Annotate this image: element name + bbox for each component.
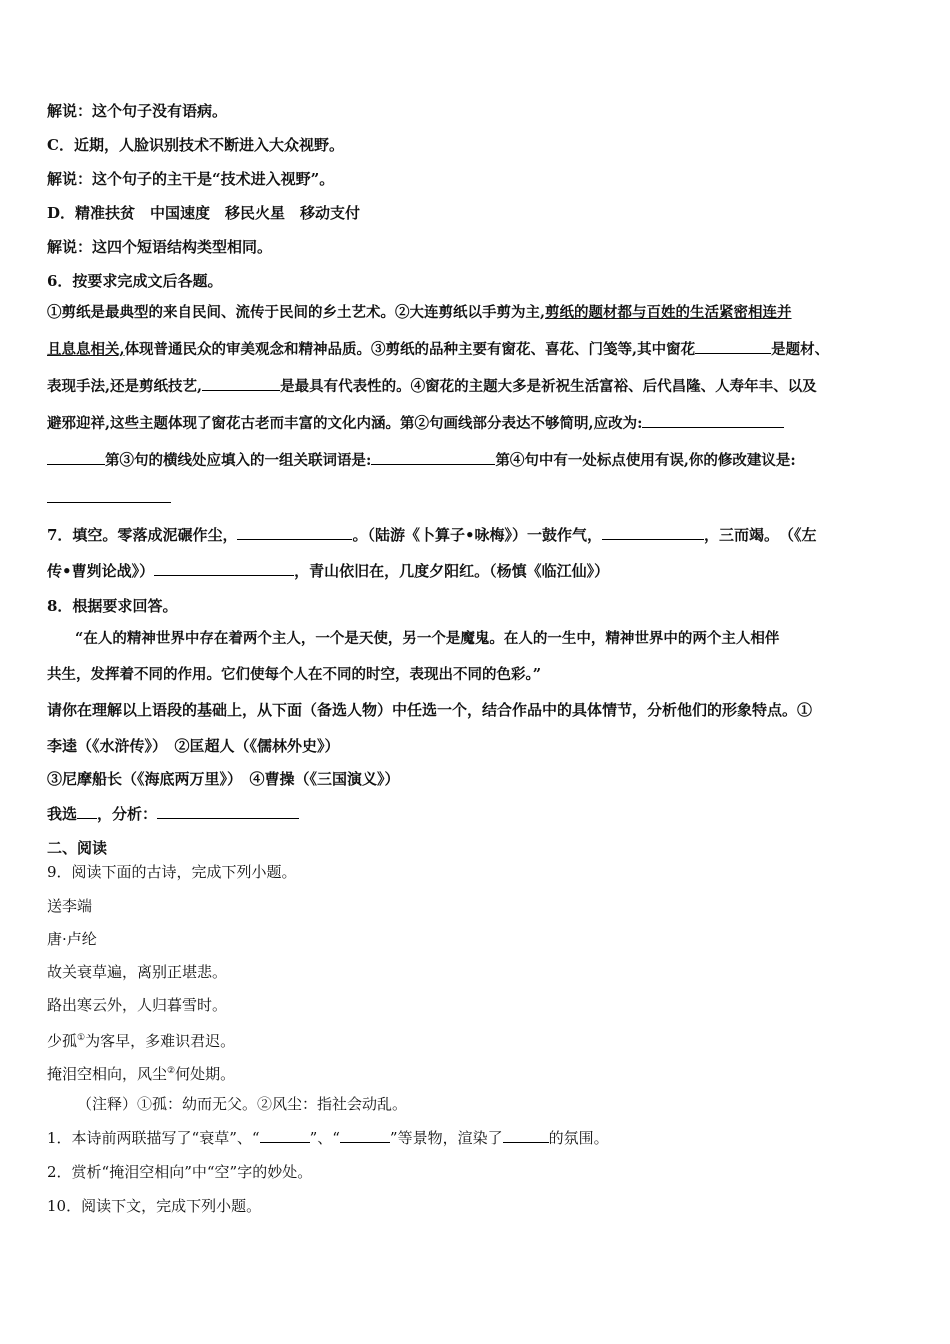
q6-sentence-text: 避邪迎祥,这些主题体现了窗花古老而丰富的文化内涵。第②句画线部分表达不够简明,应改为: (47, 415, 643, 432)
q8-task: 请你在理解以上语段的基础上，从下面（备选人物）中任选一个，结合作品中的具体情节，分析他们的形象特点。① (47, 701, 813, 719)
q7-text: 7．填空。零落成泥碾作尘， (47, 526, 238, 544)
q9-sub1-blank-3[interactable] (503, 1128, 549, 1143)
poem-verse-4 (47, 1060, 235, 1085)
q8-title: 8．根据要求回答。 (47, 597, 178, 615)
q6-passage-line-4 (47, 413, 784, 435)
q9-sub1-blank-2[interactable] (340, 1128, 390, 1143)
q9-sub1-blank-1[interactable] (260, 1128, 310, 1143)
q8-option-line-2: ③尼摩船长（《海底两万里》） ④曹操（《三国演义》） (47, 770, 400, 788)
q5-option-c: C．近期，人脸识别技术不断进入大众视野。 (47, 136, 344, 154)
q5-option-d: D．精准扶贫 中国速度 移民火星 移动支付 (47, 204, 361, 222)
poem-verse-text: 少孤 (47, 1032, 78, 1050)
q6-passage-line-3 (47, 376, 817, 398)
q8-option-line-1: 李逵（《水浒传》） ②匡超人（《儒林外史》） (47, 737, 340, 755)
poem-verse-2: 路出寒云外，人归暮雪时。 (47, 996, 228, 1014)
q6-question-text: 第③句的横线处应填入的一组关联词语是: (105, 452, 372, 469)
section-heading-reading: 二、阅读 (47, 839, 108, 857)
q6-passage-line-6 (47, 487, 171, 509)
q8-quote-line-1: “在人的精神世界中存在着两个主人，一个是天使，另一个是魔鬼。在人的一生中，精神世界中的两个主人相伴 (75, 630, 780, 647)
poem-verse-text: 何处期。 (175, 1065, 236, 1083)
q6-passage-line-1 (47, 302, 792, 324)
q7-text: 传•曹刿论战》） (47, 562, 155, 580)
q6-conjunction-blank-1[interactable] (695, 339, 771, 354)
q6-passage-line-5 (47, 450, 796, 472)
q9-sub-question-2: 2．赏析“掩泪空相向”中“空”字的妙处。 (47, 1163, 313, 1181)
q8-quote-line-2: 共生，发挥着不同的作用。它们使每个人在不同的时空，表现出不同的色彩。” (47, 666, 542, 683)
q6-answer-blank-2[interactable] (371, 450, 495, 465)
poem-verse-text: 掩泪空相向，风尘 (47, 1065, 168, 1083)
q7-text: 。（陆游《卜算子•咏梅》）一鼓作气， (352, 526, 603, 544)
q6-sentence-text: ①剪纸是最典型的来自民间、流传于民间的乡土艺术。②大连剪纸以手剪为主, (47, 304, 546, 321)
q5-c-explanation: 解说：这个句子的主干是“技术进入视野”。 (47, 170, 335, 188)
q9-sub1-text: 的氛围。 (548, 1129, 609, 1147)
q6-sentence-text: 表现手法,还是剪纸技艺, (47, 378, 203, 395)
footnote-marker-1: ① (77, 1033, 86, 1043)
q9-sub1-text: ”、“ (309, 1129, 340, 1147)
q7-line-2 (47, 560, 609, 582)
q6-title: 6．按要求完成文后各题。 (47, 272, 223, 290)
q6-passage-line-2 (47, 339, 829, 361)
q6-answer-blank-1[interactable] (642, 413, 784, 428)
q8-analysis-blank[interactable] (157, 804, 299, 819)
q7-text: ，青山依旧在，几度夕阳红。（杨慎《临江仙》） (294, 562, 610, 580)
q6-conjunction-blank-2[interactable] (202, 376, 280, 391)
q7-text: ，三而竭。 （《左 (704, 526, 817, 544)
q8-answer-line (47, 803, 299, 825)
poem-title: 送李端 (47, 897, 93, 915)
poem-author: 唐·卢纶 (47, 930, 97, 948)
q6-sentence-text: 是最具有代表性的。④窗花的主题大多是祈祝生活富裕、后代昌隆、人寿年丰、以及 (280, 378, 817, 395)
q8-choice-blank[interactable] (77, 804, 97, 819)
q9-sub1-text: 1．本诗前两联描写了“衰草”、“ (47, 1129, 260, 1147)
q9-title: 9．阅读下面的古诗，完成下列小题。 (47, 863, 297, 881)
q6-question-text: 第④句中有一处标点使用有误,你的修改建议是: (495, 452, 796, 469)
q9-sub-question-1 (47, 1127, 609, 1149)
q5-b-explanation: 解说：这个句子没有语病。 (47, 102, 228, 120)
q6-answer-blank-3[interactable] (47, 488, 171, 503)
q9-sub1-text: ”等景物，渲染了 (389, 1129, 503, 1147)
q7-blank-1[interactable] (237, 525, 352, 540)
q7-blank-2[interactable] (602, 525, 704, 540)
q6-sentence-text: 是题材、 (771, 341, 830, 358)
poem-verse-1: 故关衰草遍，离别正堪悲。 (47, 963, 228, 981)
q6-answer-blank-1-cont[interactable] (47, 450, 105, 465)
poem-verse-3 (47, 1027, 235, 1052)
poem-annotation: （注释）①孤：幼而无父。②风尘：指社会动乱。 (77, 1095, 408, 1113)
q8-answer-prefix: 我选 (47, 805, 78, 823)
poem-verse-text: 为客早，多难识君迟。 (85, 1032, 236, 1050)
q5-d-explanation: 解说：这四个短语结构类型相同。 (47, 238, 273, 256)
q6-underlined-phrase-end: 且息息相关, (47, 341, 125, 358)
q6-sentence-text: 体现普通民众的审美观念和精神品质。③剪纸的品种主要有窗花、喜花、门笺等,其中窗花 (124, 341, 696, 358)
q7-blank-3[interactable] (154, 561, 294, 576)
q10-title: 10．阅读下文，完成下列小题。 (47, 1197, 262, 1215)
footnote-marker-2: ② (167, 1066, 176, 1076)
q8-answer-mid: ，分析： (97, 805, 158, 823)
q7-line-1 (47, 524, 817, 546)
q6-underlined-phrase: 剪纸的题材都与百姓的生活紧密相连并 (545, 304, 792, 321)
